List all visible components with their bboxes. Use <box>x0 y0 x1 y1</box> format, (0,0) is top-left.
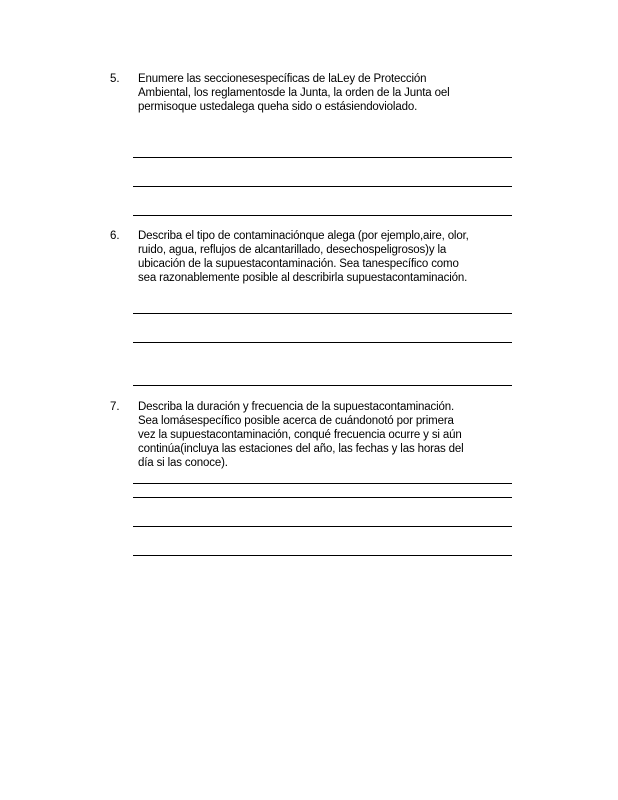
question-6-line-2: ruido, agua, reflujos de alcantarillado, desechospeligrosos)y la <box>138 244 447 256</box>
question-7-answer-line-3[interactable] <box>133 526 512 527</box>
question-6-text <box>138 229 510 285</box>
question-6-line-4: sea razonablemente posible al describirla supuestacontaminación. <box>138 272 468 284</box>
question-5-answer-line-3[interactable] <box>133 215 512 216</box>
question-5-answer-line-2[interactable] <box>133 186 512 187</box>
question-5-number: 5. <box>110 73 120 85</box>
question-7-text <box>138 400 510 470</box>
question-5-text <box>138 72 510 114</box>
question-7-answer-line-1[interactable] <box>133 483 512 484</box>
question-7-line-5: día si las conoce). <box>138 457 228 469</box>
question-5-answer-line-1[interactable] <box>133 157 512 158</box>
question-6-answer-line-2[interactable] <box>133 342 512 343</box>
question-6-line-1: Describa el tipo de contaminaciónque alega (por ejemplo,aire, olor, <box>138 230 469 242</box>
question-7-line-4: continúa(incluya las estaciones del año, las fechas y las horas del <box>138 443 464 455</box>
question-5-line-1: Enumere las seccionesespecíficas de laLey de Protección <box>138 73 427 85</box>
question-6-number: 6. <box>110 230 120 242</box>
question-7-line-2: Sea lomásespecífico posible acerca de cuándonotó por primera <box>138 415 454 427</box>
question-5-line-2: Ambiental, los reglamentosde la Junta, la orden de la Junta oel <box>138 87 450 99</box>
question-6-answer-line-1[interactable] <box>133 313 512 314</box>
question-7-line-1: Describa la duración y frecuencia de la supuestacontaminación. <box>138 401 455 413</box>
question-5-line-3: permisoque ustedalega queha sido o estásiendoviolado. <box>138 101 418 113</box>
question-7-answer-line-4[interactable] <box>133 555 512 556</box>
question-7-answer-line-2[interactable] <box>133 497 512 498</box>
question-7-number: 7. <box>110 401 120 413</box>
question-7-line-3: vez la supuestacontaminación, conqué frecuencia ocurre y si aún <box>138 429 462 441</box>
question-6-answer-line-3[interactable] <box>133 385 512 386</box>
question-6-line-3: ubicación de la supuestacontaminación. Sea tanespecífico como <box>138 258 459 270</box>
